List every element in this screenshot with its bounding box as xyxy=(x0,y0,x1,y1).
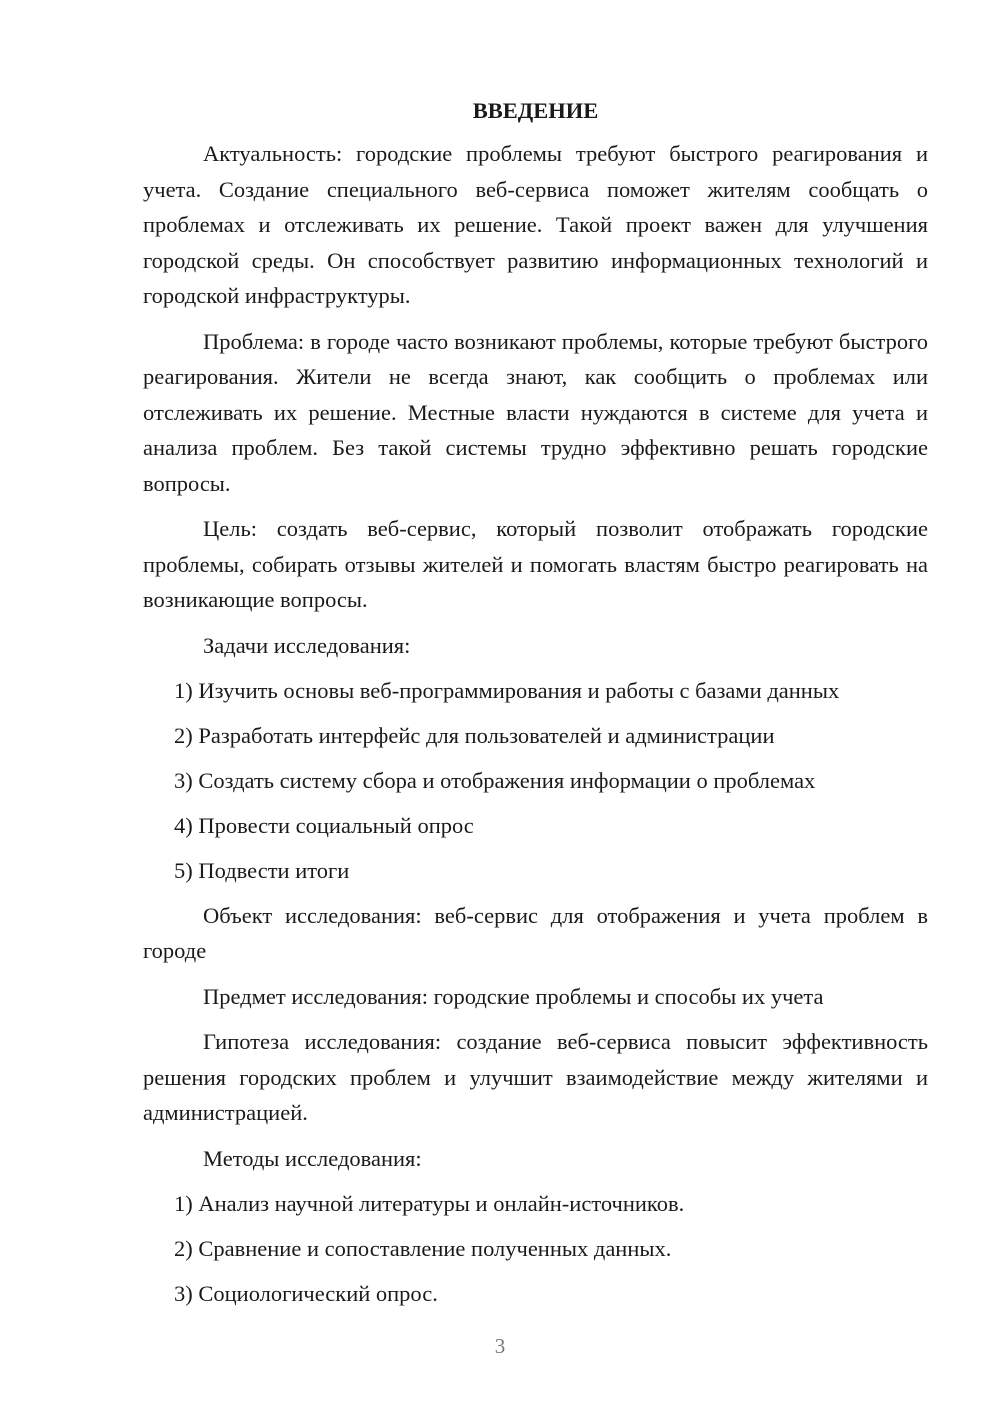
list-item-method-1: 1) Анализ научной литературы и онлайн-источников. xyxy=(174,1190,685,1216)
list-item-task-4: 4) Провести социальный опрос xyxy=(174,812,474,838)
list-item-task-3: 3) Создать систему сбора и отображения информации о проблемах xyxy=(174,767,816,793)
paragraph-relevance: Актуальность: городские проблемы требуют быстрого реагирования и учета. Создание специального веб-сервиса поможет жителям сообщать о проблемах и отслеживать их решение. Такой проект важен для улучшения городской среды. Он способствует развитию информационных технологий и городской инфраструктуры. xyxy=(143,141,928,308)
list-item-method-3: 3) Социологический опрос. xyxy=(174,1280,438,1306)
list-item-method-2: 2) Сравнение и сопоставление полученных данных. xyxy=(174,1235,672,1261)
paragraph-problem: Проблема: в городе часто возникают проблемы, которые требуют быстрого реагирования. Жители не всегда знают, как сообщить о проблемах или отслеживать их решение. Местные власти нуждаются в системе для учета и анализа проблем. Без такой системы трудно эффективно решать городские вопросы. xyxy=(143,328,928,496)
list-item-task-5: 5) Подвести итоги xyxy=(174,857,350,883)
methods-list xyxy=(143,1186,928,1311)
page-title: ВВЕДЕНИЕ xyxy=(472,98,599,123)
tasks-list xyxy=(143,673,928,888)
paragraph-object: Объект исследования: веб-сервис для отображения и учета проблем в городе xyxy=(143,902,928,963)
paragraph-goal: Цель: создать веб-сервис, который позволит отображать городские проблемы, собирать отзывы жителей и помогать властям быстро реагировать на возникающие вопросы. xyxy=(143,516,928,612)
methods-heading: Методы исследования: xyxy=(203,1145,422,1171)
list-item-task-1: 1) Изучить основы веб-программирования и работы с базами данных xyxy=(174,677,840,703)
tasks-heading: Задачи исследования: xyxy=(203,632,411,658)
page-content xyxy=(143,96,928,1321)
list-item-task-2: 2) Разработать интерфейс для пользователей и администрации xyxy=(174,722,775,748)
paragraph-subject: Предмет исследования: городские проблемы и способы их учета xyxy=(203,983,824,1009)
page-number: 3 xyxy=(494,1334,506,1358)
paragraph-hypothesis: Гипотеза исследования: создание веб-сервиса повысит эффективность решения городских проблем и улучшит взаимодействие между жителями и администрацией. xyxy=(143,1029,928,1125)
